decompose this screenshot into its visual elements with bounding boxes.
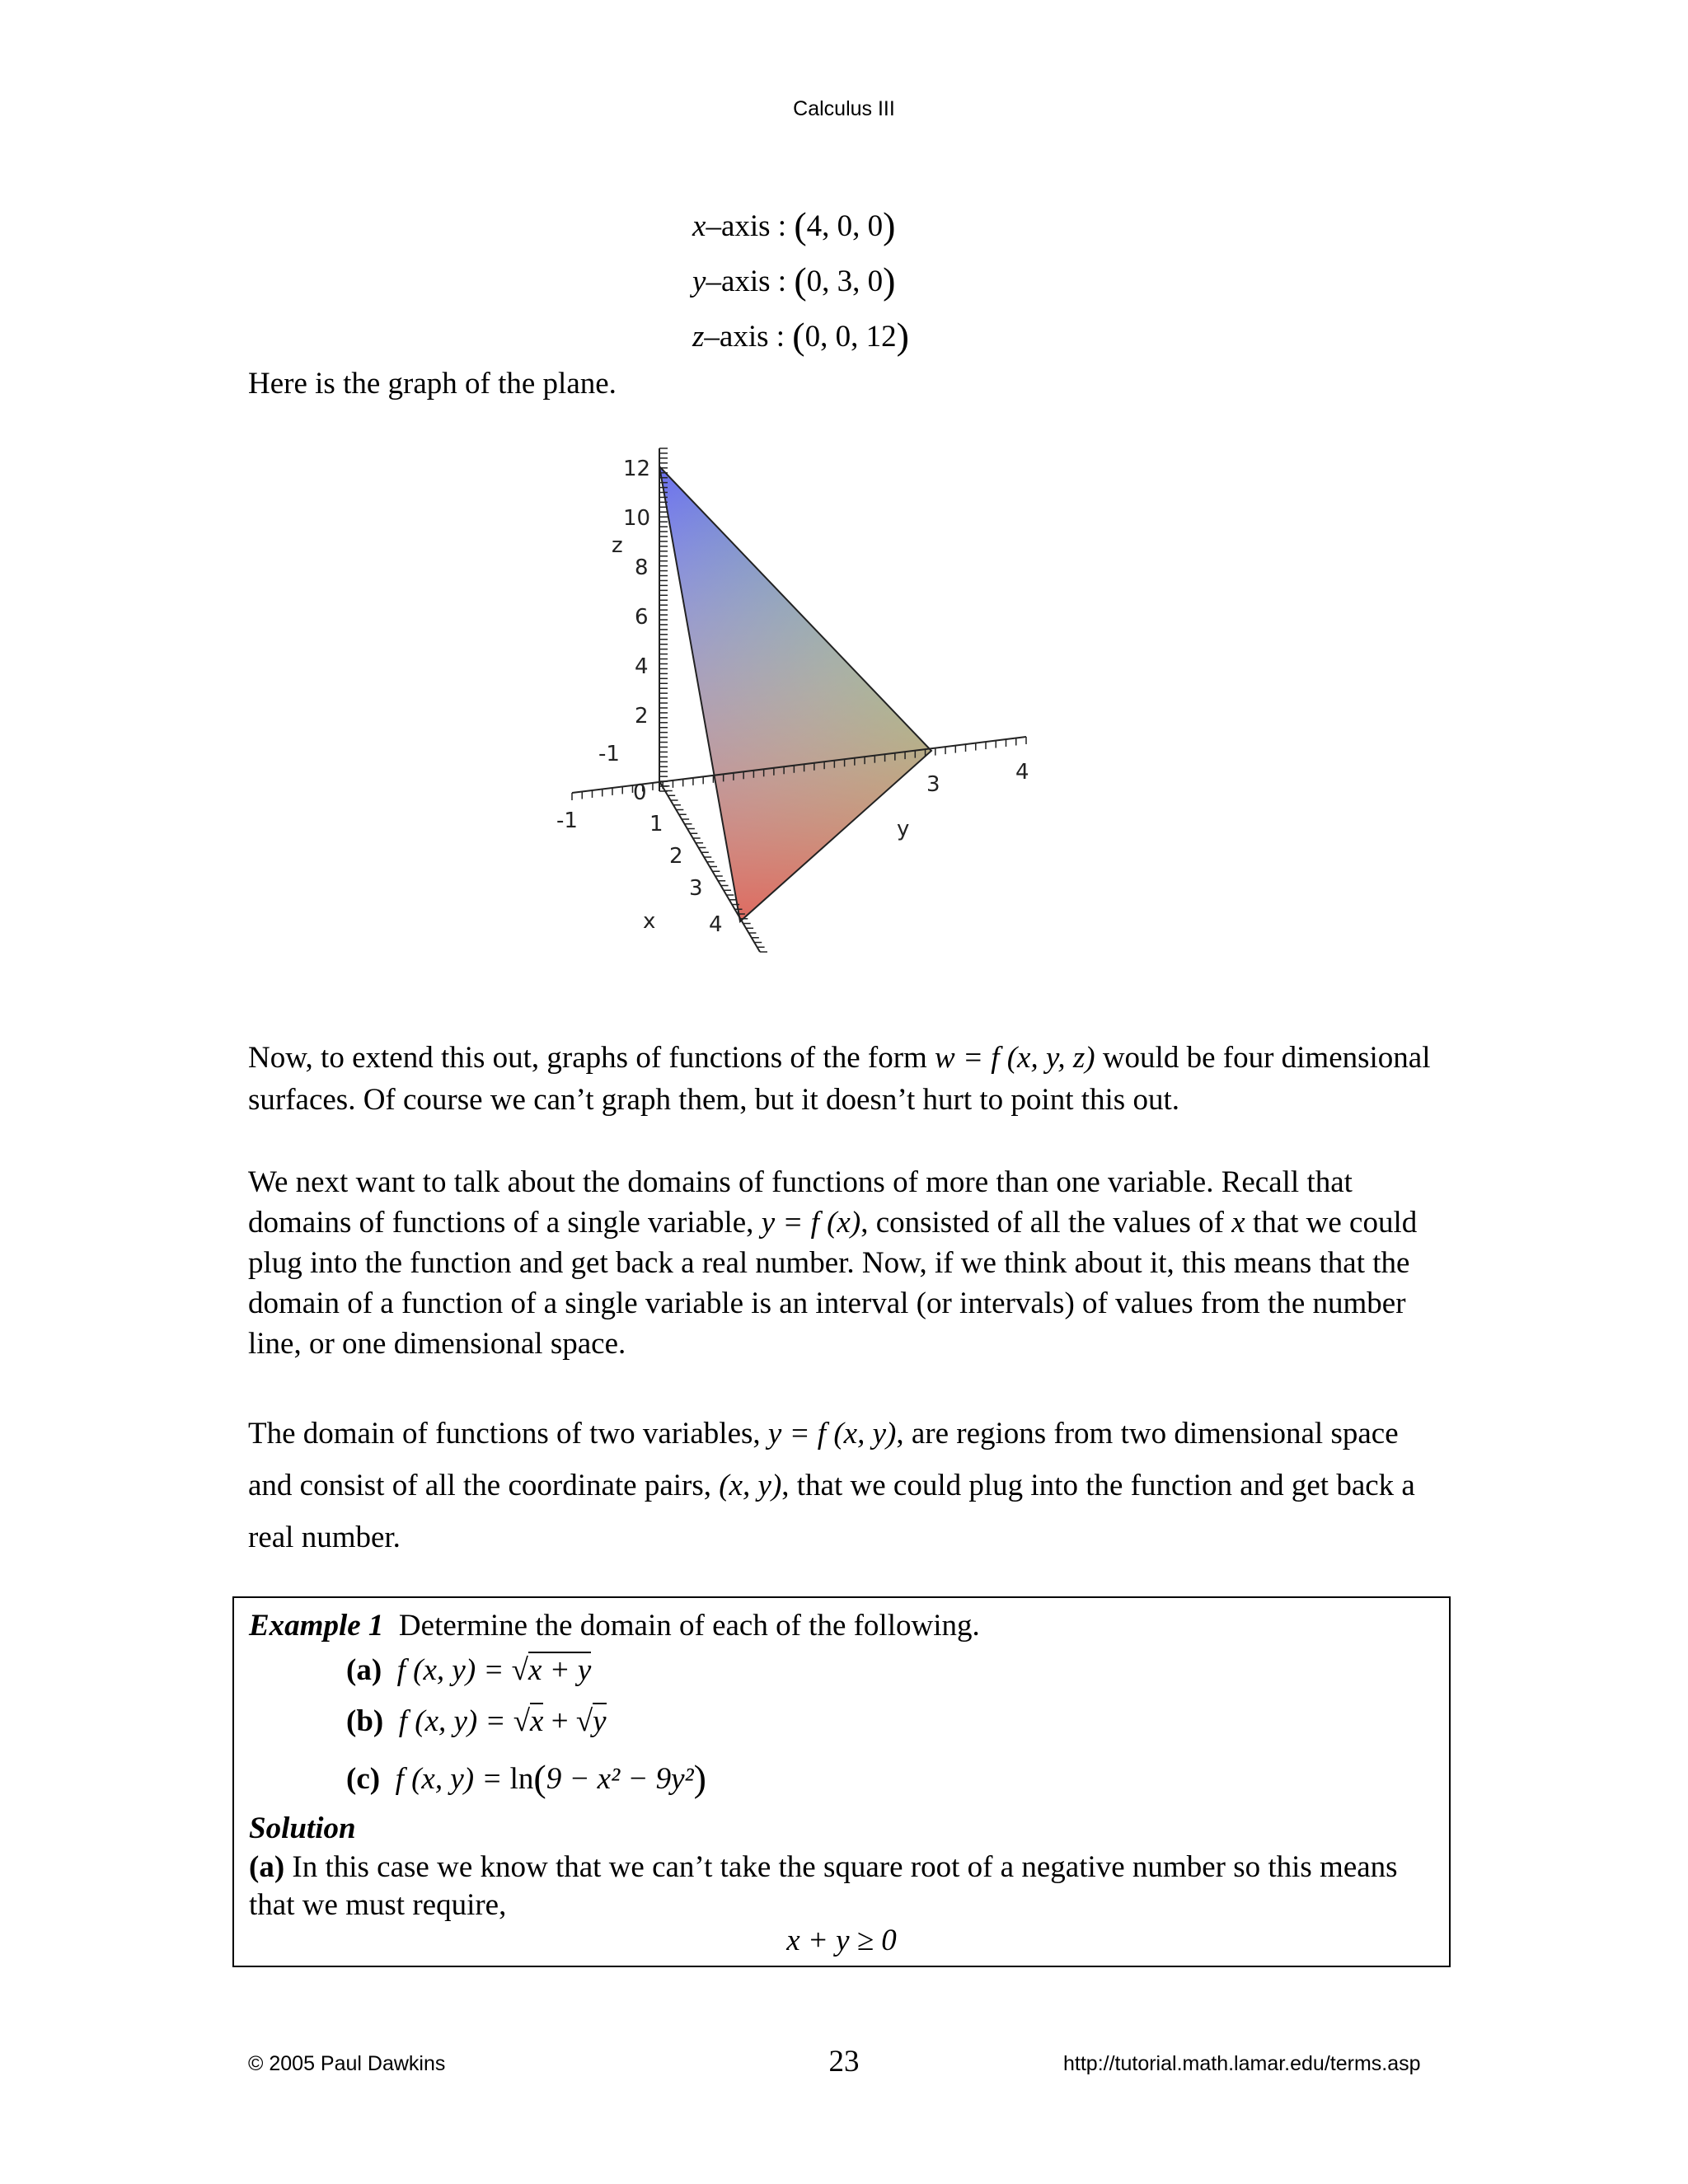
solution-a-text: (a) In this case we know that we can’t take the square root of a negative number so this means that we must require, bbox=[249, 1850, 1398, 1922]
y-tick-4: 4 bbox=[1015, 760, 1029, 785]
y-intercept-row: y–axis : (0, 3, 0) bbox=[692, 260, 896, 302]
x-intercept-row: x–axis : (4, 0, 0) bbox=[692, 204, 896, 246]
sqrt-icon: √ bbox=[511, 1653, 528, 1687]
formula-w: w = f (x, y, z) bbox=[935, 1041, 1095, 1075]
example-item-b: (b) f (x, y) = √x + √y bbox=[346, 1704, 607, 1738]
example-item-a: (a) f (x, y) = √x + y bbox=[346, 1653, 592, 1687]
z-tick-10: 10 bbox=[623, 506, 651, 531]
y-axis-label: y bbox=[897, 817, 910, 841]
sqrt-icon: √ bbox=[513, 1704, 531, 1738]
axis-variable: x bbox=[692, 209, 706, 243]
graph-intro-paragraph: Here is the graph of the plane. bbox=[248, 367, 617, 401]
z-tick-12: 12 bbox=[623, 457, 651, 481]
z-tick-2: 2 bbox=[635, 704, 649, 729]
y-intercept-point: 0, 3, 0 bbox=[806, 265, 884, 298]
inequality: x + y ≥ 0 bbox=[786, 1924, 897, 1957]
sqrt-icon: √ bbox=[575, 1704, 593, 1738]
page-number: 23 bbox=[828, 2045, 860, 2079]
plane-3d-graph bbox=[528, 437, 1071, 972]
z-tick-4: 4 bbox=[635, 654, 649, 679]
running-header: Calculus III bbox=[793, 97, 895, 120]
z-tick-neg1: -1 bbox=[598, 742, 620, 766]
z-intercept-row: z–axis : (0, 0, 12) bbox=[692, 315, 909, 357]
x-axis-label: x bbox=[643, 909, 656, 934]
y-tick-3: 3 bbox=[926, 772, 940, 797]
formula-y-fx: y = f (x) bbox=[761, 1206, 861, 1240]
x-intercept-point: 4, 0, 0 bbox=[806, 209, 884, 243]
z-intercept-point: 0, 0, 12 bbox=[804, 320, 897, 354]
x-tick-2: 2 bbox=[669, 844, 683, 869]
extend-paragraph: Now, to extend this out, graphs of functions of the form w = f (x, y, z) would be four dimensional surfaces. Of course we can’t graph them, but it doesn’t hurt to point this out. bbox=[248, 1041, 1431, 1117]
z-tick-6: 6 bbox=[635, 605, 649, 630]
solution-label: Solution bbox=[249, 1811, 356, 1845]
coordinate-pair: (x, y) bbox=[719, 1469, 782, 1502]
origin-tick: 0 bbox=[633, 780, 647, 805]
example-heading: Example 1 Determine the domain of each of the following. bbox=[249, 1609, 980, 1643]
axis-variable: z bbox=[692, 320, 705, 354]
example-item-c: (c) f (x, y) = ln(9 − x² − 9y²) bbox=[346, 1757, 706, 1799]
axis-variable: y bbox=[692, 265, 706, 298]
x-tick-3: 3 bbox=[689, 876, 703, 901]
domain-single-variable-paragraph: We next want to talk about the domains of functions of more than one variable. Recall that domains of functions of a single variable, y = f (x), consisted of all the values of x that we could plug into the function and get back a real number. Now, if we think about it, this means that the domain of a function of a single variable is an interval (or intervals) of values from the number line, or one dimensional space. bbox=[248, 1165, 1418, 1361]
z-tick-8: 8 bbox=[635, 555, 649, 580]
copyright: © 2005 Paul Dawkins bbox=[248, 2052, 446, 2075]
domain-two-variables-paragraph: The domain of functions of two variables, y = f (x, y), are regions from two dimensional space and consist of all the coordinate pairs, (x, y), that we could plug into the function and get back a real number. bbox=[248, 1417, 1415, 1554]
x-tick-1: 1 bbox=[649, 812, 663, 837]
y-tick-neg1: -1 bbox=[556, 808, 578, 833]
intercept-list bbox=[692, 198, 909, 363]
terms-link[interactable]: http://tutorial.math.lamar.edu/terms.asp bbox=[1063, 2052, 1421, 2075]
z-axis-label: z bbox=[612, 533, 623, 558]
example-box bbox=[232, 1596, 1451, 1967]
formula-y-fxy: y = f (x, y) bbox=[767, 1417, 897, 1451]
x-tick-4: 4 bbox=[709, 912, 723, 937]
